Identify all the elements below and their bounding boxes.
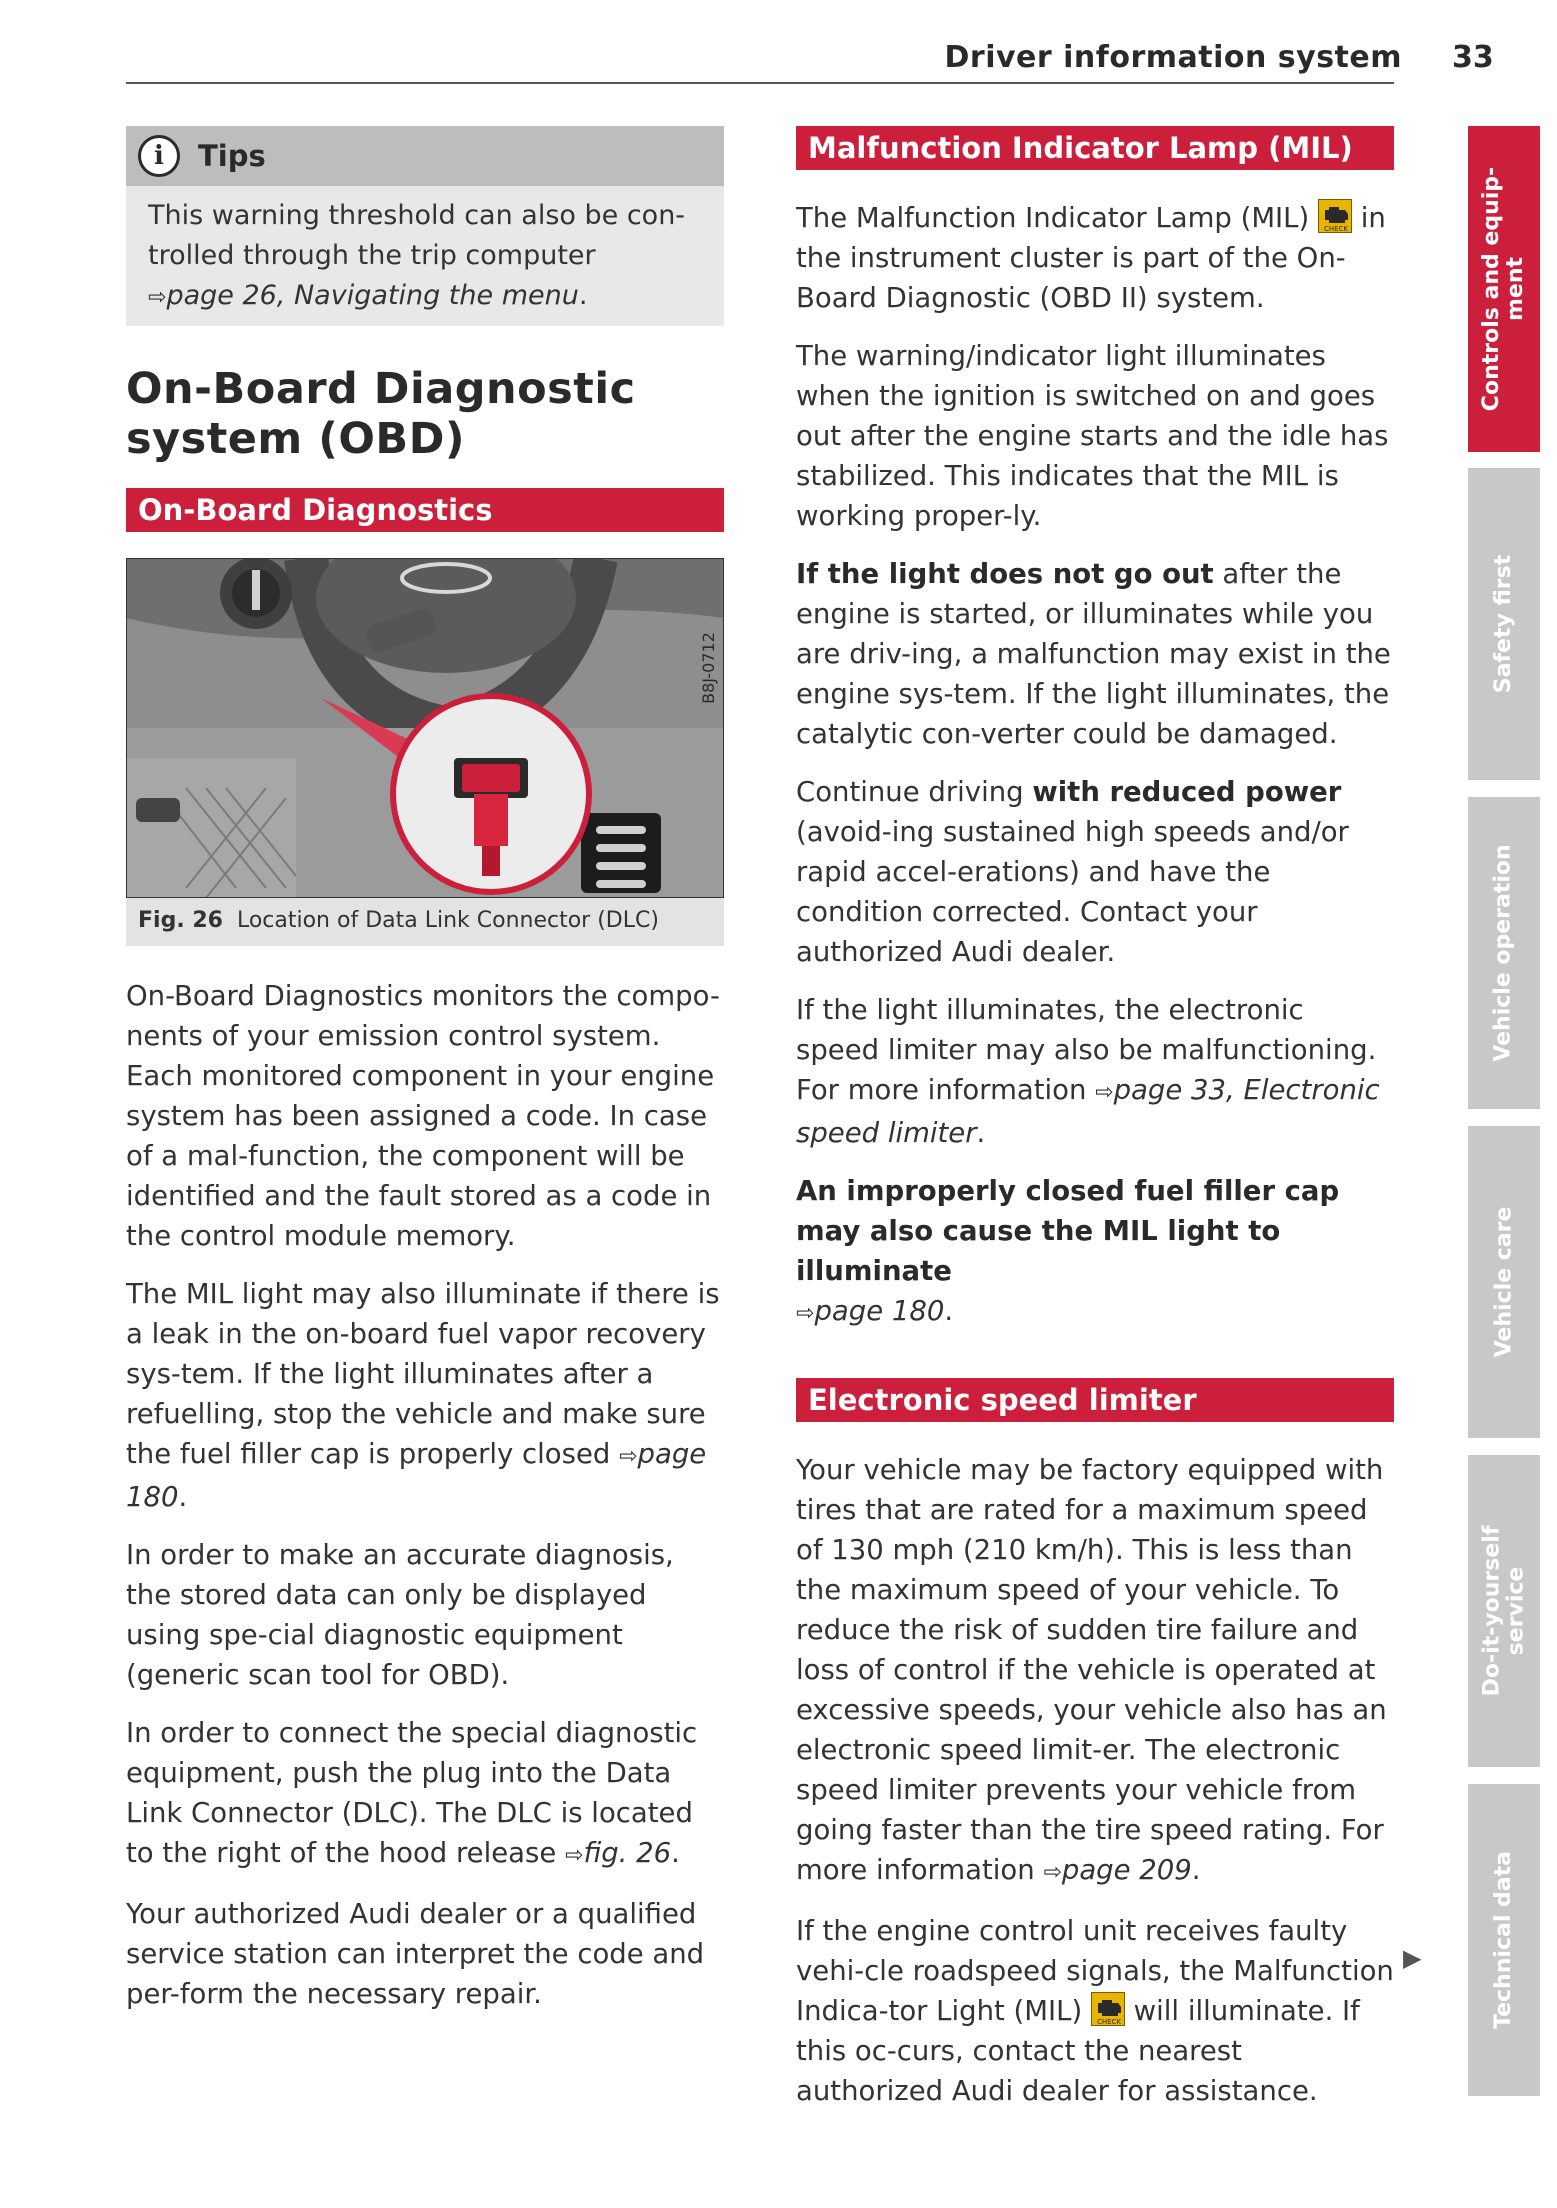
mil-paragraph-4-rest: (avoid-ing sustained high speeds and/or rapid accel-erations) and have the condition corrected. Contact your authorized Audi dealer. — [796, 816, 1349, 968]
side-tab-label: Safety first — [1491, 554, 1516, 694]
obd-paragraph-2-text: The MIL light may also illuminate if there is a leak in the on-board fuel vapor recovery sys-tem. If the light illuminates after a refuelling, stop the vehicle and make sure the fuel filler cap is properly closed — [126, 1278, 720, 1470]
reference-arrow-icon: ⇨ — [796, 1301, 815, 1326]
esl-paragraph-1-text: Your vehicle may be factory equipped with tires that are rated for a maximum speed of 130 mph (210 km/h). This is less than the maximum speed of your vehicle. To reduce the risk of sudden tire failure and loss of control if the vehicle is operated at excessive speeds, your vehicle also has an electronic speed limit-er. The electronic speed limiter prevents your vehicle from going faster than the tire speed rating. For more information — [796, 1454, 1387, 1886]
reference-arrow-icon: ⇨ — [1095, 1080, 1114, 1105]
obd-paragraph-4-text: In order to connect the special diagnostic equipment, push the plug into the Data Link Connector (DLC). The DLC is located to the right of the hood release — [126, 1717, 698, 1869]
mil-paragraph-1 — [796, 198, 1394, 318]
continue-arrow-icon: ▶ — [1403, 1944, 1422, 1972]
running-header: Driver information system — [944, 40, 1402, 75]
page-180-link[interactable]: page 180 — [126, 1438, 707, 1513]
figure-caption — [126, 898, 724, 946]
side-tab-safety-first[interactable] — [1468, 468, 1540, 780]
esl-paragraph-1: Your vehicle may be factory equipped with tires that are rated for a maximum speed of 130 mph (210 km/h). This is less than the maximum speed of your vehicle. To reduce the risk of sudden tire failure and loss of control if the vehicle is operated at excessive speeds, your vehicle also has an electronic speed limit-er. The electronic speed limiter prevents your vehicle from going faster than the tire speed rating. For more information ⇨page 209. — [796, 1454, 1387, 1886]
side-tab-vehicle-care[interactable] — [1468, 1126, 1540, 1438]
page-180-link[interactable]: page 180 — [814, 1295, 945, 1327]
side-tab-label: Vehicle care — [1491, 1206, 1516, 1358]
figure-caption-text: Location of Data Link Connector (DLC) — [236, 908, 659, 933]
mil-paragraph-3-rest: after the engine is started, or illuminates while you are driv-ing, a malfunction may exist in the engine sys-tem. If the light illuminates, the catalytic con-verter could be damaged. — [796, 558, 1391, 750]
page-33-link[interactable]: page 33, Electronic speed limiter — [796, 1074, 1380, 1149]
side-tab-label: Do-it-yourself service — [1479, 1525, 1529, 1697]
figure-label: Fig. 26 — [138, 908, 223, 933]
mil-paragraph-1-b: in the instrument cluster is part of the On-Board Diagnostic (OBD II) system. — [796, 202, 1386, 314]
tips-box — [126, 126, 724, 326]
tips-reference-end: . — [578, 280, 588, 311]
section-title-line-2: system (OBD) — [126, 414, 466, 464]
side-tab-label: Technical data — [1491, 1851, 1516, 2029]
page-209-link[interactable]: page 209 — [1061, 1854, 1192, 1886]
mil-paragraph-3-bold: If the light does not go out — [796, 558, 1214, 590]
esl-paragraph-2 — [796, 1911, 1394, 2111]
mil-paragraph-5: If the light illuminates, the electronic speed limiter may also be malfunctioning. For more information ⇨page 33, Electronic speed limiter. — [796, 994, 1380, 1149]
svg-text:CHECK: CHECK — [1323, 225, 1348, 233]
esl-paragraph-2-b: will illuminate. If this oc-curs, contact the nearest authorized Audi dealer for assistance. — [796, 1995, 1360, 2107]
tips-line-1: This warning threshold can also be con- — [148, 200, 686, 231]
reference-arrow-icon: ⇨ — [565, 1843, 584, 1868]
side-tab-controls-and-equipment[interactable] — [1468, 126, 1540, 452]
tips-reference[interactable] — [148, 276, 702, 318]
subsection-bar-esl: Electronic speed limiter — [796, 1378, 1394, 1422]
obd-paragraph-3: In order to make an accurate diagnosis, the stored data can only be displayed using spe-cial diagnostic equipment (generic scan tool for OBD). — [126, 1539, 674, 1691]
mil-paragraph-1-a: The Malfunction Indicator Lamp (MIL) — [796, 202, 1318, 234]
tips-header — [126, 126, 724, 186]
mil-paragraph-4-a: Continue driving — [796, 776, 1033, 808]
tips-title: Tips — [198, 139, 266, 173]
dlc-location-illustration — [126, 558, 724, 898]
info-icon: i — [138, 135, 180, 177]
header-rule — [126, 82, 1394, 84]
section-title-line-1: On-Board Diagnostic — [126, 364, 636, 414]
left-column — [126, 126, 724, 2032]
subsection-bar-obd: On-Board Diagnostics — [126, 488, 724, 532]
figure-26 — [126, 558, 724, 946]
reference-arrow-icon: ⇨ — [1043, 1860, 1062, 1885]
mil-paragraph-3 — [796, 554, 1394, 754]
side-tab-label: Controls and equip- ment — [1479, 166, 1528, 412]
reference-arrow-icon: ⇨ — [619, 1444, 638, 1469]
tips-reference-link[interactable]: page 26, Navigating the menu — [166, 280, 579, 311]
page-number: 33 — [1452, 40, 1494, 75]
obd-paragraph-5: Your authorized Audi dealer or a qualified service station can interpret the code and per-form the necessary repair. — [126, 1898, 705, 2010]
side-tab-vehicle-operation[interactable] — [1468, 797, 1540, 1109]
mil-paragraph-5-text: If the light illuminates, the electronic speed limiter may also be malfunctioning. For more information — [796, 994, 1377, 1106]
mil-paragraph-6: An improperly closed fuel filler cap may also cause the MIL light to illuminate ⇨page 180. — [796, 1175, 1340, 1327]
obd-paragraph-2: The MIL light may also illuminate if there is a leak in the on-board fuel vapor recovery sys-tem. If the light illuminates after a refuelling, stop the vehicle and make sure the fuel filler cap is properly closed ⇨page 180. — [126, 1278, 720, 1513]
subsection-bar-mil: Malfunction Indicator Lamp (MIL) — [796, 126, 1394, 170]
obd-paragraph-1: On-Board Diagnostics monitors the compo-nents of your emission control system. Each monitored component in your engine system has been assigned a code. In case of a mal-function, the component will be identified and the fault stored as a code in the control module memory. — [126, 980, 720, 1252]
obd-paragraph-4: In order to connect the special diagnostic equipment, push the plug into the Data Link Connector (DLC). The DLC is located to the right of the hood release ⇨fig. 26. — [126, 1717, 698, 1869]
side-tab-technical-data[interactable] — [1468, 1784, 1540, 2096]
mil-paragraph-4 — [796, 772, 1394, 972]
mil-paragraph-6-bold: An improperly closed fuel filler cap may also cause the MIL light to illuminate — [796, 1175, 1340, 1287]
esl-paragraph-2-a: If the engine control unit receives faulty vehi-cle roadspeed signals, the Malfunction Indica-tor Light (MIL) — [796, 1915, 1394, 2027]
engine-check-icon — [1318, 199, 1352, 233]
svg-text:CHECK: CHECK — [1096, 2018, 1121, 2026]
tips-text — [126, 186, 724, 326]
right-column — [796, 126, 1394, 2129]
section-title-obd — [126, 364, 724, 464]
reference-arrow-icon: ⇨ — [148, 285, 167, 310]
mil-paragraph-4-bold: with reduced power — [1032, 776, 1342, 808]
fig-26-link[interactable]: fig. 26 — [583, 1837, 672, 1869]
side-tab-do-it-yourself-service[interactable] — [1468, 1455, 1540, 1767]
mil-paragraph-2: The warning/indicator light illuminates when the ignition is switched on and goes out after the engine starts and the idle has stabilized. This indicates that the MIL is working proper-ly. — [796, 340, 1389, 532]
engine-check-icon — [1091, 1992, 1125, 2026]
tips-line-2: trolled through the trip computer — [148, 240, 596, 271]
side-tab-label: Vehicle operation — [1491, 844, 1517, 1062]
figure-code: B8J-0712 — [699, 632, 718, 704]
